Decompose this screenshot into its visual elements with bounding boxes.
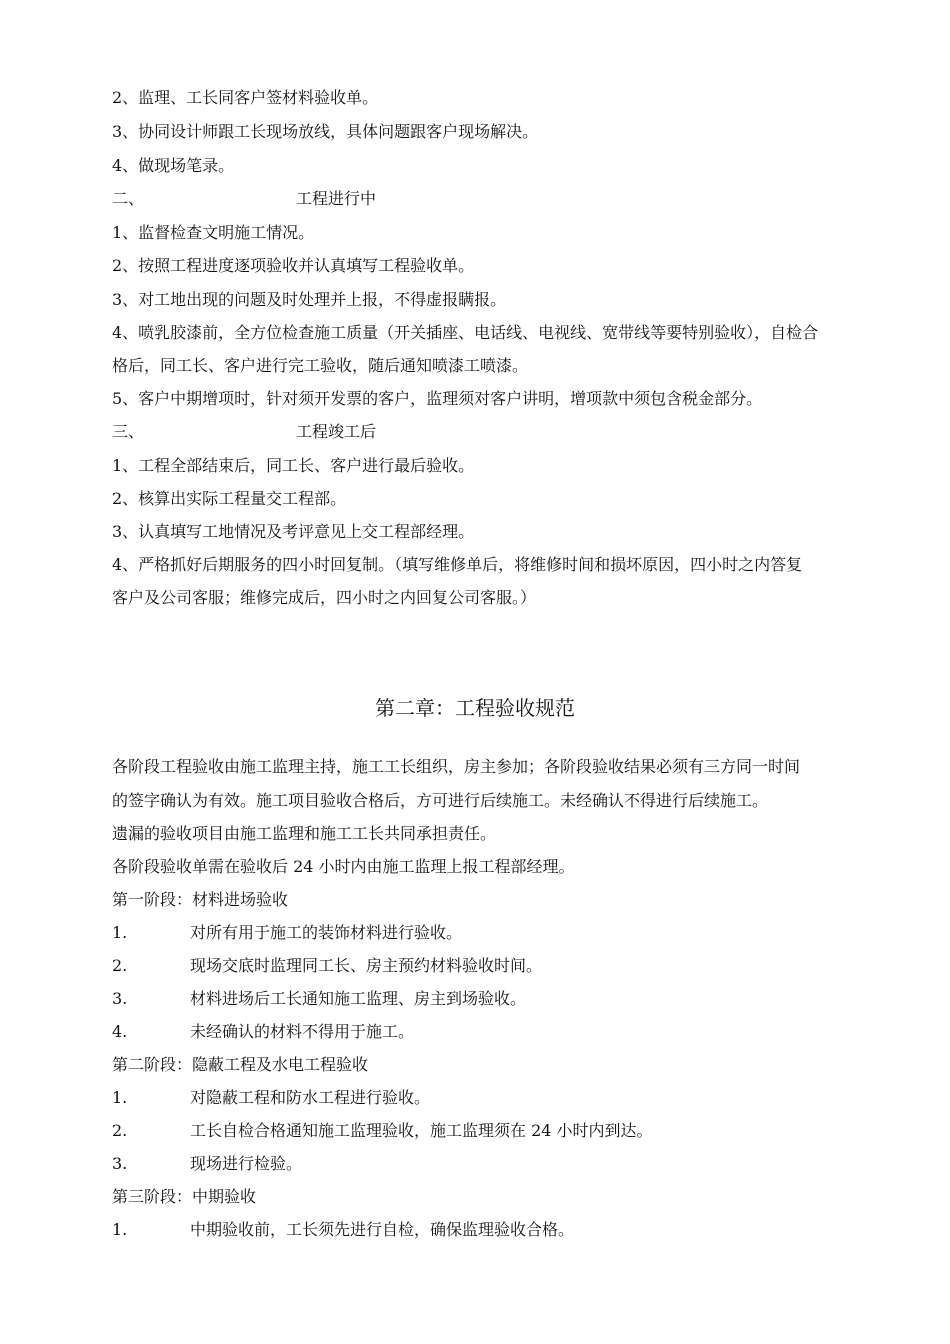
stage-title: 第一阶段：材料进场验收 [112,890,289,909]
list-item: 3、对工地出现的问题及时处理并上报，不得虚报瞒报。 [112,290,507,309]
item-number: 1. [112,923,128,942]
list-item-continuation: 客户及公司客服；维修完成后，四小时之内回复公司客服。） [112,588,537,607]
list-item: 1、工程全部结束后，同工长、客户进行最后验收。 [112,456,475,475]
item-text: 对所有用于施工的装饰材料进行验收。 [190,923,463,942]
numbered-item [112,989,526,1009]
section-number: 三、 [112,422,145,441]
list-item-continuation: 格后，同工长、客户进行完工验收，随后通知喷漆工喷漆。 [112,356,529,375]
intro-paragraph: 遗漏的验收项目由施工监理和施工工长共同承担责任。 [112,824,497,843]
numbered-item [112,956,542,976]
intro-paragraph: 各阶段工程验收由施工监理主持，施工工长组织，房主参加；各阶段验收结果必须有三方同一时间 [112,757,801,776]
item-text: 现场交底时监理同工长、房主预约材料验收时间。 [190,956,543,975]
intro-paragraph: 的签字确认为有效。施工项目验收合格后，方可进行后续施工。未经确认不得进行后续施工。 [112,791,769,810]
section-title: 工程进行中 [296,189,377,208]
paragraph: 3、协同设计师跟工长现场放线，具体问题跟客户现场解决。 [112,122,539,141]
item-text: 未经确认的材料不得用于施工。 [190,1022,415,1041]
intro-paragraph: 各阶段验收单需在验收后 24 小时内由施工监理上报工程部经理。 [112,857,575,876]
section-heading-3 [112,422,376,442]
stage-title: 第二阶段：隐蔽工程及水电工程验收 [112,1055,369,1074]
item-number: 2. [112,956,128,975]
paragraph: 4、做现场笔录。 [112,156,235,175]
item-number: 3. [112,989,128,1008]
list-item: 3、认真填写工地情况及考评意见上交工程部经理。 [112,522,475,541]
numbered-item [112,923,462,943]
stage-title: 第三阶段：中期验收 [112,1187,257,1206]
numbered-item [112,1088,430,1108]
numbered-item [112,1220,574,1240]
item-text: 现场进行检验。 [190,1154,303,1173]
item-number: 1. [112,1088,128,1107]
list-item: 2、核算出实际工程量交工程部。 [112,489,347,508]
list-item: 4、喷乳胶漆前，全方位检查施工质量（开关插座、电话线、电视线、宽带线等要特别验收），自检合 [112,323,819,342]
item-text: 工长自检合格通知施工监理验收，施工监理须在 24 小时内到达。 [190,1121,653,1140]
chapter-title: 第二章：工程验收规范 [375,696,575,720]
list-item: 1、监督检查文明施工情况。 [112,223,315,242]
section-number: 二、 [112,189,145,208]
item-text: 中期验收前，工长须先进行自检，确保监理验收合格。 [190,1220,575,1239]
item-number: 1. [112,1220,128,1239]
numbered-item [112,1121,653,1141]
item-number: 2. [112,1121,128,1140]
item-text: 对隐蔽工程和防水工程进行验收。 [190,1088,431,1107]
numbered-item [112,1154,302,1174]
paragraph: 2、监理、工长同客户签材料验收单。 [112,88,379,107]
item-number: 4. [112,1022,128,1041]
item-text: 材料进场后工长通知施工监理、房主到场验收。 [190,989,527,1008]
numbered-item [112,1022,414,1042]
list-item: 5、客户中期增项时，针对须开发票的客户，监理须对客户讲明，增项款中须包含税金部分。 [112,389,763,408]
section-heading-2 [112,189,376,209]
list-item: 2、按照工程进度逐项验收并认真填写工程验收单。 [112,256,475,275]
list-item: 4、严格抓好后期服务的四小时回复制。（填写维修单后，将维修时间和损坏原因，四小时之内答复 [112,555,803,574]
section-title: 工程竣工后 [296,422,377,441]
item-number: 3. [112,1154,128,1173]
